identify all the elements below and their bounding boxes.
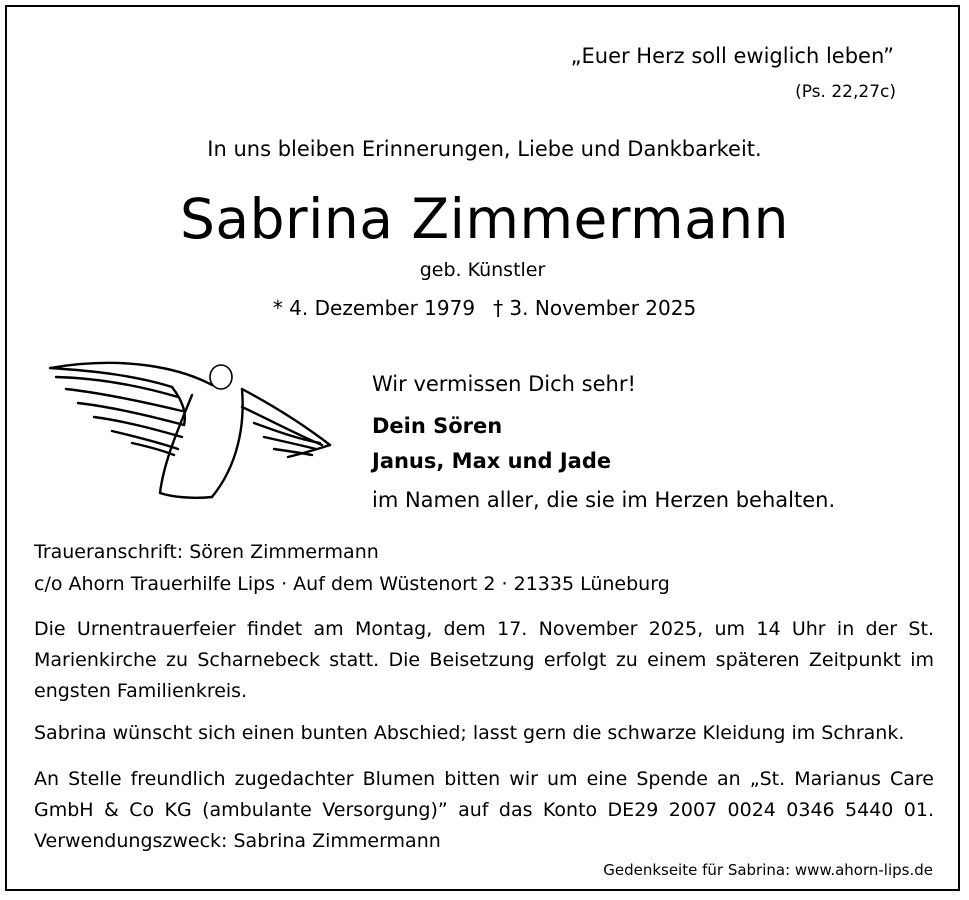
deceased-name: Sabrina Zimmermann: [179, 187, 790, 251]
message-line: Wir vermissen Dich sehr!: [372, 372, 636, 396]
ceremony-paragraph: Die Urnentrauerfeier findet am Montag, dem 17. November 2025, um 14 Uhr in der St. Marienkirche zu Scharnebeck statt. Die Beisetzung erfolgt zu einem späteren Zeitpunkt im engsten Familienkreis.: [34, 618, 934, 702]
on-behalf-line: im Namen aller, die sie im Herzen behalten.: [372, 488, 836, 512]
life-dates: [0, 296, 969, 320]
signature-children: Janus, Max und Jade: [372, 449, 612, 473]
mourning-address-line-2: c/o Ahorn Trauerhilfe Lips · Auf dem Wüstenort 2 · 21335 Lüneburg: [34, 573, 670, 595]
donation-paragraph: An Stelle freundlich zugedachter Blumen bitten wir um eine Spende an „St. Marianus Care GmbH & Co KG (ambulante Versorgung)” auf das Konto DE29 2007 0024 0346 5440 01. Verwendungszweck: Sabrina Zimmermann: [34, 768, 934, 852]
memorial-page-link[interactable]: Gedenkseite für Sabrina: www.ahorn-lips.de: [603, 861, 933, 879]
mourning-address-line-1: Traueranschrift: Sören Zimmermann: [34, 541, 379, 563]
intro-line: In uns bleiben Erinnerungen, Liebe und Dankbarkeit.: [207, 137, 762, 161]
bible-quote: „Euer Herz soll ewiglich leben”: [570, 44, 894, 68]
signature-partner: Dein Sören: [372, 414, 503, 438]
angel-icon: [42, 345, 332, 505]
birth-name: geb. Künstler: [419, 259, 546, 281]
wish-paragraph: Sabrina wünscht sich einen bunten Abschied; lasst gern die schwarze Kleidung im Schrank.: [34, 722, 905, 744]
birth-date: * 4. Dezember 1979: [272, 296, 476, 320]
bible-quote-reference: (Ps. 22,27c): [795, 82, 896, 102]
death-date: † 3. November 2025: [493, 296, 697, 320]
